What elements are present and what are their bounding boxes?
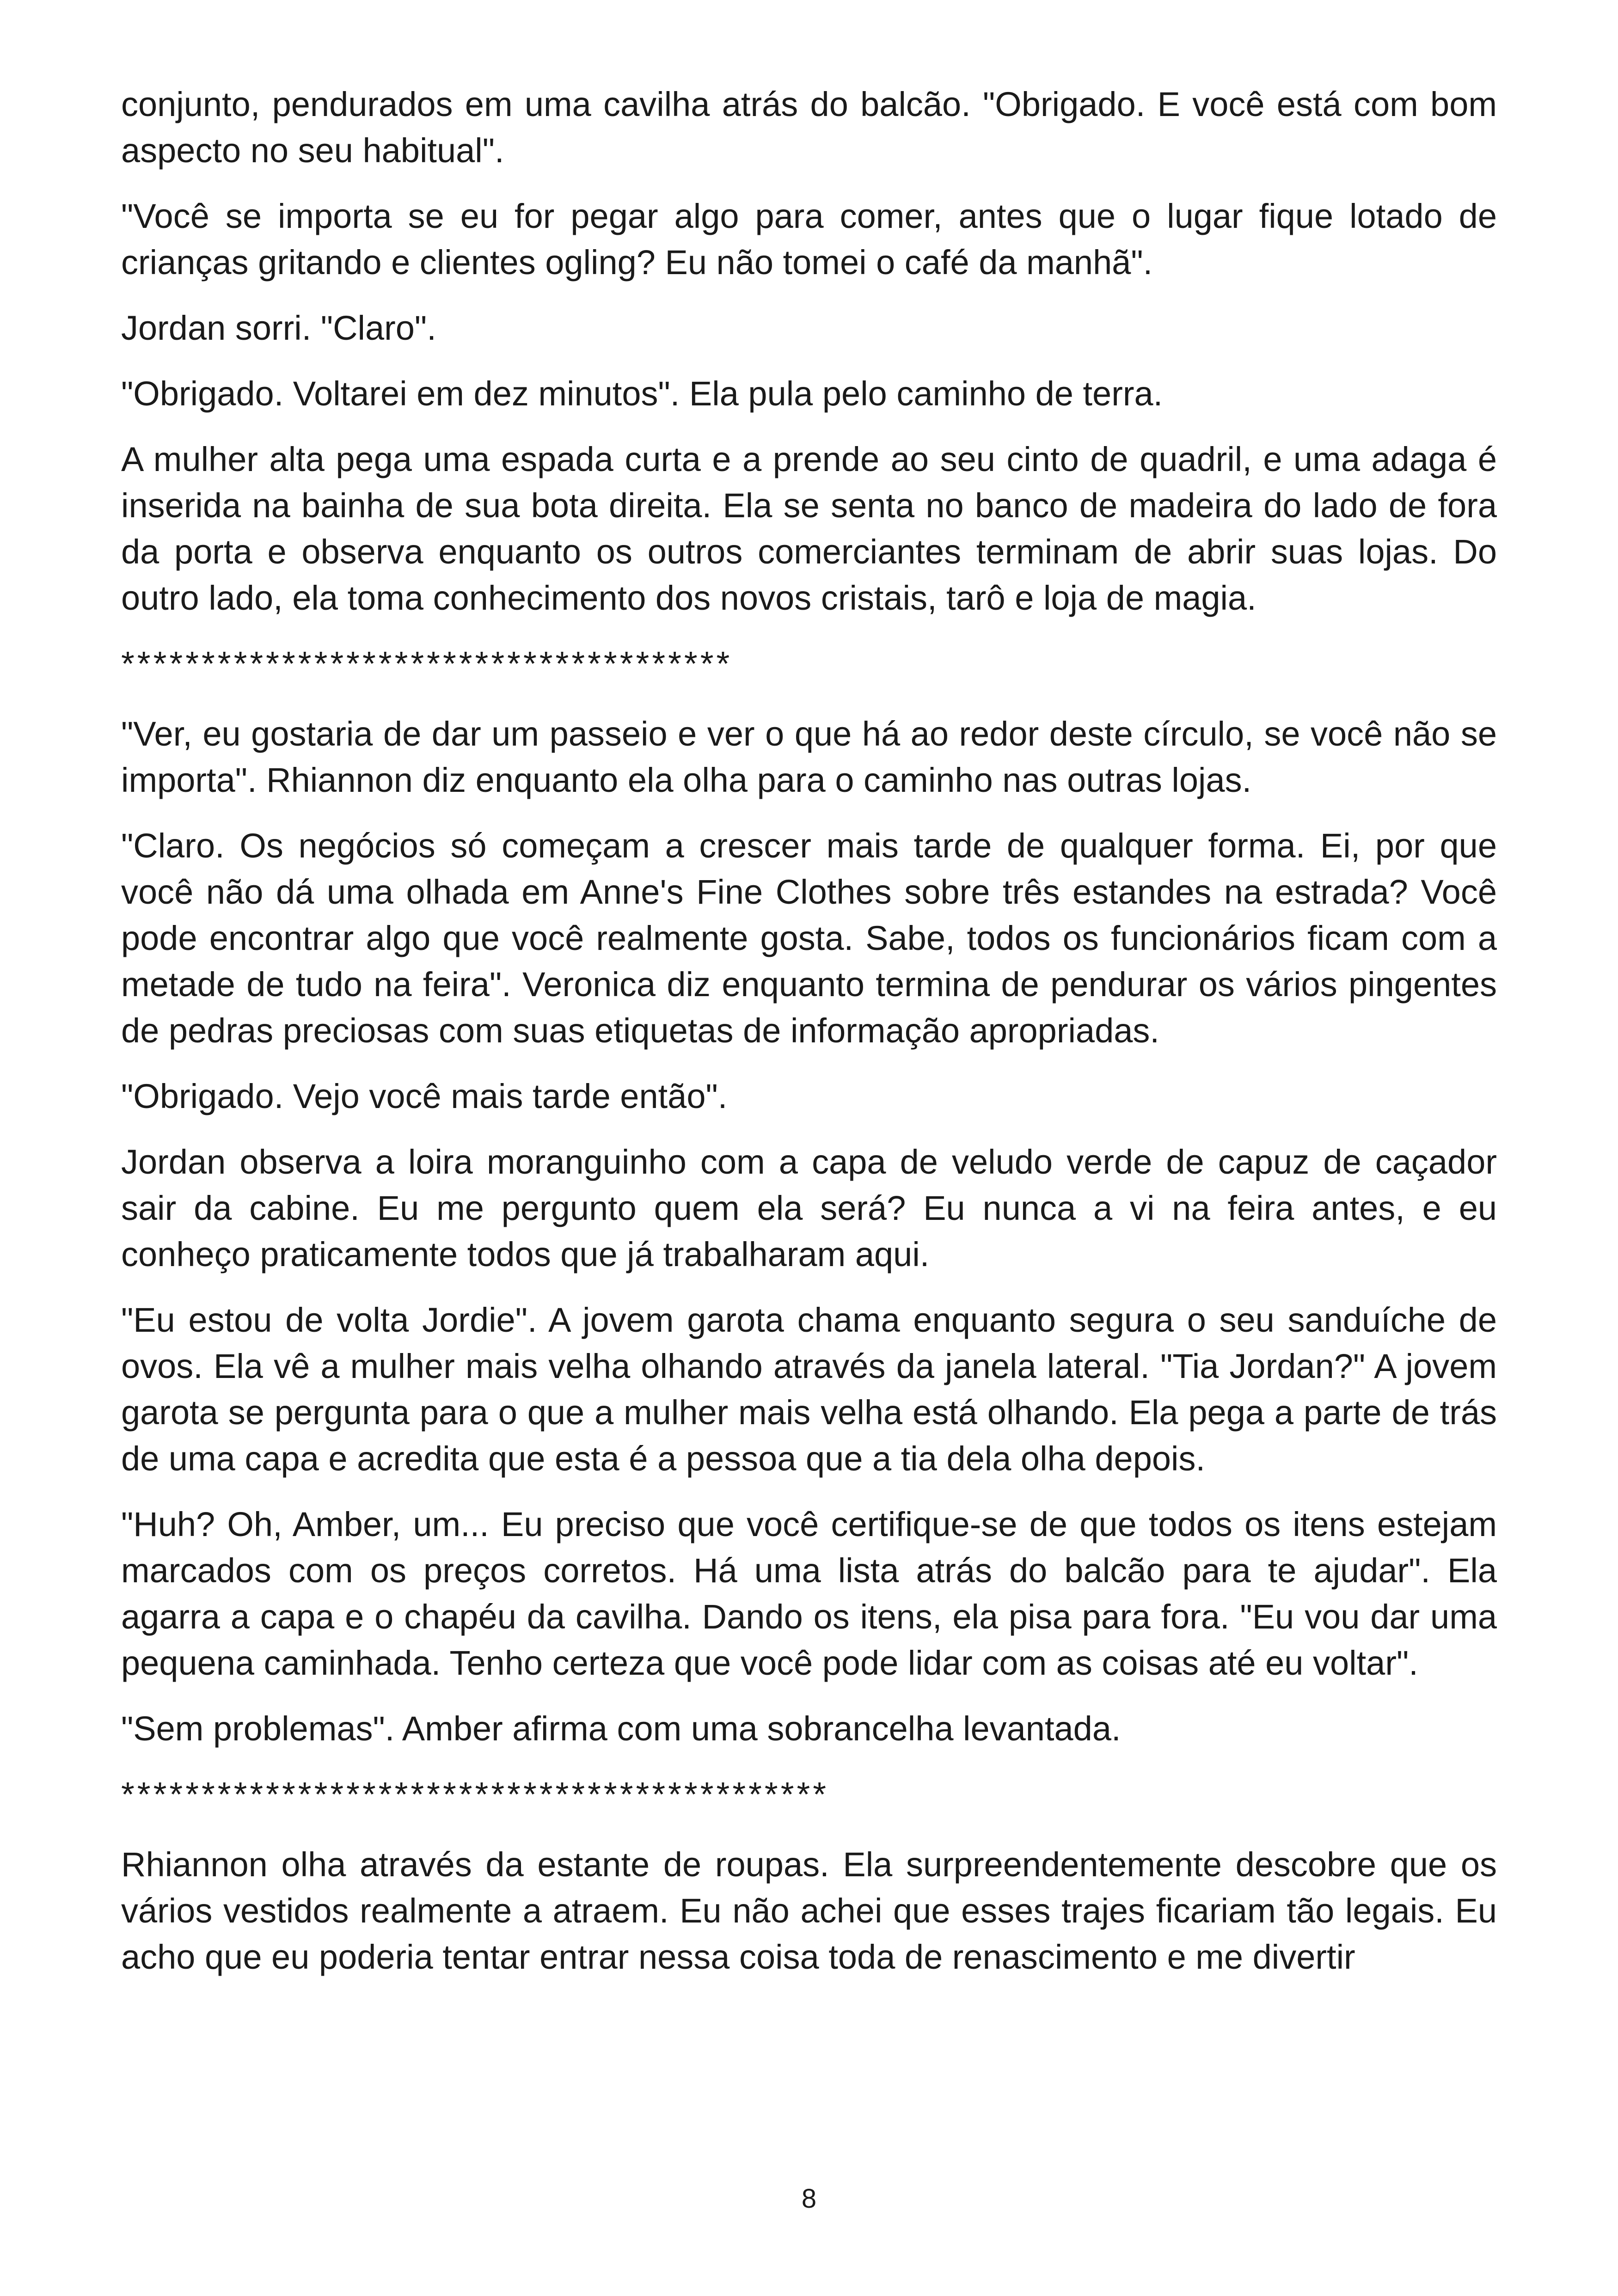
paragraph: "Obrigado. Vejo você mais tarde então".: [121, 1077, 728, 1115]
page-number: 8: [801, 2184, 817, 2214]
paragraph: "Huh? Oh, Amber, um... Eu preciso que você certifique-se de que todos os itens estejam marcados com os preços corretos. Há uma lista atrás do balcão para te ajudar". Ela agarra a capa e o chapéu da cavilha. Dando os itens, ela pisa para fora. "Eu vou dar uma pequena caminhada. Tenho certeza que você pode lidar com as coisas até eu voltar".: [121, 1505, 1497, 1682]
paragraph: "Sem problemas". Amber afirma com uma sobrancelha levantada.: [121, 1709, 1121, 1748]
paragraph: conjunto, pendurados em uma cavilha atrás do balcão. "Obrigado. E você está com bom aspecto no seu habitual".: [121, 85, 1497, 170]
section-separator: ********************************************: [121, 1775, 829, 1813]
document-body: [121, 81, 1497, 2000]
paragraph: "Obrigado. Voltarei em dez minutos". Ela pula pelo caminho de terra.: [121, 374, 1163, 413]
paragraph: Jordan observa a loira moranguinho com a capa de veludo verde de capuz de caçador sair da cabine. Eu me pergunto quem ela será? Eu nunca a vi na feira antes, e eu conheço praticamente todos que já trabalharam aqui.: [121, 1143, 1497, 1274]
paragraph: Rhiannon olha através da estante de roupas. Ela surpreendentemente descobre que os vários vestidos realmente a atraem. Eu não achei que esses trajes ficariam tão legais. Eu acho que eu poderia tentar entrar nessa coisa toda de renascimento e me divertir: [121, 1845, 1497, 1976]
paragraph: A mulher alta pega uma espada curta e a prende ao seu cinto de quadril, e uma adaga é inserida na bainha de sua bota direita. Ela se senta no banco de madeira do lado de fora da porta e observa enquanto os outros comerciantes terminam de abrir suas lojas. Do outro lado, ela toma conhecimento dos novos cristais, tarô e loja de magia.: [121, 440, 1497, 617]
paragraph: "Claro. Os negócios só começam a crescer mais tarde de qualquer forma. Ei, por que você não dá uma olhada em Anne's Fine Clothes sobre três estandes na estrada? Você pode encontrar algo que você realmente gosta. Sabe, todos os funcionários ficam com a metade de tudo na feira". Veronica diz enquanto termina de pendurar os vários pingentes de pedras preciosas com suas etiquetas de informação apropriadas.: [121, 827, 1497, 1050]
section-separator: **************************************: [121, 644, 733, 683]
paragraph: "Você se importa se eu for pegar algo para comer, antes que o lugar fique lotado de crianças gritando e clientes ogling? Eu não tomei o café da manhã".: [121, 197, 1497, 282]
paragraph: "Eu estou de volta Jordie". A jovem garota chama enquanto segura o seu sanduíche de ovos. Ela vê a mulher mais velha olhando através da janela lateral. "Tia Jordan?" A jovem garota se pergunta para o que a mulher mais velha está olhando. Ela pega a parte de trás de uma capa e acredita que esta é a pessoa que a tia dela olha depois.: [121, 1301, 1497, 1478]
paragraph: "Ver, eu gostaria de dar um passeio e ver o que há ao redor deste círculo, se você não se importa". Rhiannon diz enquanto ela olha para o caminho nas outras lojas.: [121, 715, 1497, 799]
paragraph: Jordan sorri. "Claro".: [121, 309, 436, 347]
